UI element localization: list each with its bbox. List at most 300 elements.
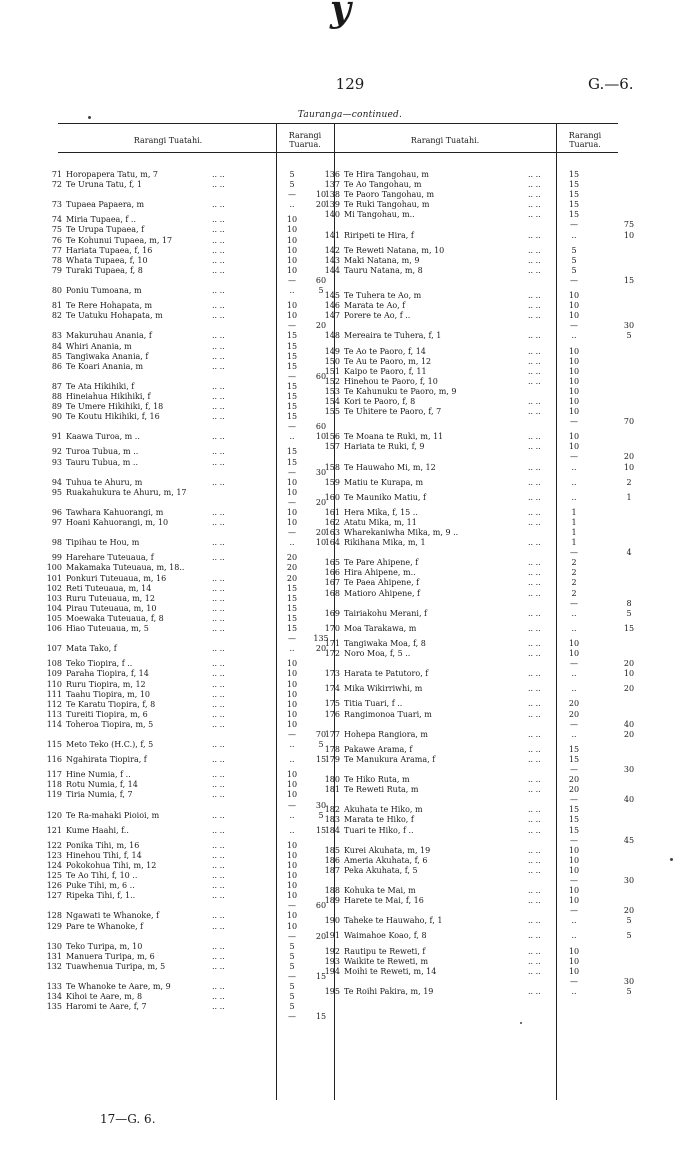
entry-name: Te Ruki Tangohau, m [344, 200, 430, 210]
dot-leader: .. .. [212, 881, 225, 891]
group-total: 10 [623, 230, 635, 240]
entry-number: 156 [324, 432, 340, 442]
list-item [318, 957, 658, 967]
share-value: 20 [286, 553, 298, 563]
list-item [318, 639, 658, 649]
list-item [40, 200, 340, 210]
share-value: 15 [568, 754, 580, 764]
share-value: 10 [286, 840, 298, 850]
subtotal-row [40, 730, 340, 740]
dot-leader: .. .. [212, 825, 225, 835]
list-item [40, 891, 340, 901]
dot-leader: .. .. [528, 845, 541, 855]
entry-number: 138 [324, 190, 340, 200]
share-value: 10 [286, 508, 298, 517]
dot-leader: .. .. [528, 301, 541, 311]
share-value: .. [289, 286, 295, 296]
entry-number: 193 [324, 956, 340, 966]
share-value: 10 [286, 518, 298, 528]
group-total: 15 [315, 972, 327, 982]
dot-leader: .. .. [212, 331, 225, 341]
share-value: 5 [289, 170, 295, 179]
list-item [318, 493, 658, 503]
share-value: 20 [568, 709, 580, 719]
entry-number: 96 [51, 508, 62, 517]
group-total: 40 [623, 795, 635, 805]
entry-name: Te Ao Tangohau, m [344, 180, 422, 190]
entry-number: 119 [46, 790, 62, 800]
entry-name: Mika Wikirriwhi, m [344, 684, 423, 694]
group-total: 10 [315, 190, 327, 200]
list-item [40, 700, 340, 710]
entry-number: 84 [51, 341, 62, 351]
entry-number: 176 [324, 709, 340, 719]
entry-number: 115 [46, 740, 62, 750]
entry-number: 171 [324, 638, 340, 648]
dot-leader: .. .. [212, 689, 225, 699]
share-value: 10 [568, 442, 580, 452]
group-total: 5 [626, 608, 632, 618]
subtotal-row [40, 1012, 340, 1022]
subtotal-row [40, 276, 340, 286]
subtotal-row [40, 321, 340, 331]
list-item [318, 755, 658, 765]
list-item [40, 382, 340, 392]
list-item [40, 584, 340, 594]
group-total: 20 [623, 452, 635, 462]
group-total: 15 [623, 275, 635, 285]
entry-name: Tiria Numia, f, 7 [66, 790, 133, 800]
entry-number: 165 [324, 558, 340, 568]
entry-name: Hinehou Tihi, f, 14 [66, 850, 142, 860]
dot-leader: .. .. [528, 331, 541, 341]
dot-leader: .. .. [528, 376, 541, 386]
entry-name: Ruru Tuteuaua, m, 12 [66, 593, 155, 603]
group-total: 5 [318, 286, 324, 296]
entry-name: Te Ra-mahaki Pioioi, m [66, 810, 160, 820]
entry-name: Ameria Akuhata, f, 6 [344, 855, 428, 865]
list-item [318, 256, 658, 266]
list-item [318, 518, 658, 528]
list-item [318, 200, 658, 210]
list-item [40, 256, 340, 266]
entry-name: Te Koutu Hikihiki, f, 16 [66, 412, 160, 422]
entry-name: Mi Tangohau, m.. [344, 210, 415, 220]
dot-leader: .. .. [212, 215, 225, 225]
share-value: 10 [286, 679, 298, 689]
list-item [318, 432, 658, 442]
entry-name: Te Tuhera te Ao, m [344, 291, 422, 301]
entry-name: Wharekaniwha Mika, m, 9 .. [344, 528, 459, 537]
share-value: 10 [286, 265, 298, 275]
entry-number: 136 [324, 170, 340, 179]
share-value: — [570, 220, 578, 230]
group-total: 45 [623, 835, 635, 845]
share-value: — [288, 275, 296, 285]
share-value: — [288, 190, 296, 200]
entry-name: Taahu Tiopira, m, 10 [66, 689, 151, 699]
list-item [318, 730, 658, 740]
list-item [40, 690, 340, 700]
share-value: 10 [286, 790, 298, 800]
entry-name: Whiri Anania, m [66, 341, 132, 351]
dot-leader: .. .. [212, 255, 225, 265]
entry-number: 148 [324, 331, 340, 341]
group-total: 10 [315, 538, 327, 548]
dot-leader: .. .. [528, 669, 541, 679]
subtotal-row [40, 634, 340, 644]
entry-number: 158 [324, 462, 340, 472]
entry-name: Noro Moa, f, 5 .. [344, 649, 411, 659]
entry-name: Ruakahukura te Ahuru, m, 17 [66, 487, 187, 497]
share-value: 15 [286, 331, 298, 341]
list-item [40, 458, 340, 468]
share-value: .. [289, 740, 295, 750]
dot-leader: .. .. [528, 931, 541, 941]
share-value: 10 [286, 921, 298, 931]
group-total: 5 [318, 740, 324, 750]
entry-name: Pare te Whanoke, f [66, 921, 144, 931]
entry-number: 118 [46, 780, 62, 790]
share-value: 1 [571, 528, 577, 537]
list-item [40, 811, 340, 821]
share-value: 10 [286, 487, 298, 497]
share-value: 10 [568, 896, 580, 906]
dot-leader: .. .. [528, 366, 541, 376]
share-value: 10 [568, 301, 580, 311]
share-value: — [570, 835, 578, 845]
entry-number: 132 [46, 961, 62, 971]
entry-number: 150 [324, 356, 340, 366]
share-value: 10 [568, 432, 580, 442]
subtotal-row [40, 190, 340, 200]
subtotal-row [318, 548, 658, 558]
entry-number: 184 [324, 825, 340, 835]
share-value: 10 [568, 946, 580, 956]
dot-leader: .. .. [528, 896, 541, 906]
dot-leader: .. .. [212, 770, 225, 780]
entry-name: Moihi te Reweti, m, 14 [344, 966, 437, 976]
list-item [318, 387, 658, 397]
share-value: 10 [286, 770, 298, 780]
list-item [318, 246, 658, 256]
dot-leader: .. .. [212, 659, 225, 669]
share-value: .. [571, 462, 577, 472]
share-value: 10 [286, 255, 298, 265]
share-value: 5 [289, 982, 295, 992]
entry-number: 167 [324, 578, 340, 588]
dot-leader: .. .. [212, 518, 225, 528]
dot-leader: .. .. [212, 644, 225, 654]
dot-leader: .. .. [212, 780, 225, 790]
entry-number: 125 [46, 871, 62, 881]
entry-name: Te Karatu Tiopira, f, 8 [66, 699, 156, 709]
share-value: 10 [286, 235, 298, 245]
entry-name: Teko Tiopira, f .. [66, 659, 133, 669]
share-value: — [288, 528, 296, 538]
entry-name: Te Umere Hikihiki, f, 18 [66, 402, 164, 412]
share-value: 15 [568, 744, 580, 754]
dot-leader: .. .. [212, 508, 225, 517]
list-item [318, 331, 658, 341]
entry-name: Rotu Numia, f, 14 [66, 780, 138, 790]
left-column-list [40, 170, 340, 1023]
group-total: 15 [315, 1012, 327, 1022]
list-item [40, 412, 340, 422]
ink-dot [670, 858, 673, 861]
entry-name: Te Manukura Arama, f [344, 754, 436, 764]
dot-leader: .. .. [212, 301, 225, 311]
group-total: 20 [315, 200, 327, 210]
share-value: .. [571, 916, 577, 926]
group-total: 20 [315, 528, 327, 538]
dot-leader: .. .. [528, 346, 541, 356]
dot-leader: .. .. [212, 719, 225, 729]
entry-number: 71 [51, 170, 62, 179]
entry-name: Hine Numia, f .. [66, 770, 131, 780]
dot-leader: .. .. [528, 649, 541, 659]
share-value: 10 [286, 871, 298, 881]
group-total: 5 [626, 986, 632, 996]
entry-name: Hariata Tupaea, f, 16 [66, 245, 153, 255]
entry-number: 87 [51, 381, 62, 391]
entry-name: Turaki Tupaea, f, 8 [66, 265, 143, 275]
entry-number: 86 [51, 361, 62, 371]
dot-leader: .. .. [212, 351, 225, 361]
share-value: — [570, 452, 578, 462]
list-item [318, 745, 658, 755]
group-total: 8 [626, 598, 632, 608]
entry-number: 93 [51, 457, 62, 467]
entry-name: Mereaira te Tuhera, f, 1 [344, 331, 442, 341]
group-total: 15 [315, 755, 327, 765]
dot-leader: .. .. [528, 916, 541, 926]
entry-name: Taheke te Hauwaho, f, 1 [344, 916, 443, 926]
dot-leader: .. .. [528, 785, 541, 795]
group-total: 60 [315, 275, 327, 285]
entry-name: Te Rere Hohapata, m [66, 301, 153, 311]
subtotal-row [40, 422, 340, 432]
dot-leader: .. .. [528, 588, 541, 598]
share-value: 15 [568, 210, 580, 220]
share-value: 15 [568, 825, 580, 835]
entry-name: Teko Turipa, m, 10 [66, 941, 143, 951]
share-value: 10 [568, 376, 580, 386]
entry-number: 107 [46, 644, 62, 654]
list-item [318, 609, 658, 619]
entry-number: 144 [324, 265, 340, 275]
list-item [318, 967, 658, 977]
entry-name: Kohuka te Mai, m [344, 886, 416, 896]
entry-number: 178 [324, 744, 340, 754]
entry-name: Mata Tako, f [66, 644, 117, 654]
list-item [318, 866, 658, 876]
dot-leader: .. .. [528, 265, 541, 275]
entry-name: Te Hauwaho Mi, m, 12 [344, 462, 436, 472]
entry-number: 181 [324, 785, 340, 795]
dot-leader: .. .. [212, 538, 225, 548]
entry-name: Rangimonoa Tuari, m [344, 709, 432, 719]
dot-leader: .. .. [212, 593, 225, 603]
entry-name: Te Kohunui Tupaea, m, 17 [66, 235, 173, 245]
dot-leader: .. .. [528, 477, 541, 487]
entry-number: 141 [324, 230, 340, 240]
dot-leader: .. .. [528, 684, 541, 694]
entry-number: 91 [51, 432, 62, 442]
dot-leader: .. .. [528, 886, 541, 896]
share-value: 10 [568, 311, 580, 321]
list-item [40, 392, 340, 402]
right-name-header: Rarangi Tuatahi. [410, 136, 480, 145]
list-item [40, 780, 340, 790]
share-value: 10 [568, 638, 580, 648]
dot-leader: .. .. [212, 311, 225, 321]
share-value: .. [571, 331, 577, 341]
list-item [318, 589, 658, 599]
list-item [318, 710, 658, 720]
list-item [40, 770, 340, 780]
list-item [40, 942, 340, 952]
dot-leader: .. .. [212, 941, 225, 951]
list-item [318, 291, 658, 301]
list-item [318, 347, 658, 357]
entry-number: 76 [51, 235, 62, 245]
entry-name: Tuawhenua Turipa, m, 5 [66, 961, 166, 971]
dot-leader: .. .. [528, 815, 541, 825]
group-total: 20 [623, 659, 635, 669]
group-total: 20 [315, 931, 327, 941]
share-value: 10 [286, 659, 298, 669]
entry-name: Pirau Tuteuaua, m, 10 [66, 603, 157, 613]
subtotal-row [40, 498, 340, 508]
list-item [40, 644, 340, 654]
share-value: .. [571, 230, 577, 240]
group-total: 60 [315, 422, 327, 432]
dot-leader: .. .. [528, 608, 541, 618]
group-total: 5 [626, 931, 632, 941]
group-total: 30 [315, 467, 327, 477]
share-value: 15 [568, 815, 580, 825]
list-item [40, 342, 340, 352]
entry-name: Toheroa Tiopira, m, 5 [66, 719, 154, 729]
list-item [318, 684, 658, 694]
group-total: 70 [623, 417, 635, 427]
share-value: 20 [286, 563, 298, 573]
list-item [40, 362, 340, 372]
subtotal-row [318, 836, 658, 846]
share-value: .. [571, 623, 577, 633]
entry-name: Hariata te Ruki, f, 9 [344, 442, 425, 452]
group-total: 10 [623, 462, 635, 472]
dot-leader: .. .. [212, 235, 225, 245]
group-total: 30 [623, 976, 635, 986]
share-value: 10 [286, 719, 298, 729]
share-value: 15 [286, 593, 298, 603]
entry-name: Meto Teko (H.C.), f, 5 [66, 740, 154, 750]
share-value: 2 [571, 578, 577, 588]
share-value: 10 [568, 346, 580, 356]
share-value: 15 [568, 170, 580, 179]
entry-number: 155 [324, 407, 340, 417]
entry-number: 154 [324, 396, 340, 406]
group-total: 5 [318, 810, 324, 820]
list-item [318, 508, 658, 518]
dot-leader: .. .. [212, 699, 225, 709]
entry-name: Te Paea Ahipene, f [344, 578, 420, 588]
entry-name: Hira Ahipene, m.. [344, 568, 416, 578]
dot-leader: .. .. [528, 775, 541, 785]
share-value: 2 [571, 558, 577, 568]
list-item [318, 377, 658, 387]
entry-number: 101 [46, 573, 62, 583]
entry-number: 99 [51, 553, 62, 563]
entry-name: Te Ao te Paoro, f, 14 [344, 346, 426, 356]
report-reference: G.—6. [588, 75, 634, 93]
dot-leader: .. .. [528, 492, 541, 502]
share-value: .. [571, 477, 577, 487]
list-item [318, 210, 658, 220]
entry-number: 102 [46, 583, 62, 593]
list-item [40, 266, 340, 276]
entry-number: 173 [324, 669, 340, 679]
subtotal-row [40, 972, 340, 982]
list-item [318, 775, 658, 785]
share-value: 15 [286, 457, 298, 467]
share-value: 10 [568, 366, 580, 376]
share-value: 5 [289, 992, 295, 1002]
entry-number: 116 [46, 755, 62, 765]
list-item [40, 488, 340, 498]
list-item [40, 659, 340, 669]
share-value: 5 [571, 255, 577, 265]
share-value: 10 [568, 291, 580, 301]
share-value: 10 [286, 881, 298, 891]
dot-leader: .. .. [528, 638, 541, 648]
entry-number: 143 [324, 255, 340, 265]
list-item [318, 669, 658, 679]
entry-number: 137 [324, 180, 340, 190]
entry-number: 187 [324, 865, 340, 875]
entry-name: Marata te Ao, f [344, 301, 406, 311]
list-item [318, 528, 658, 538]
subtotal-row [318, 765, 658, 775]
list-item [318, 916, 658, 926]
group-total: 20 [315, 497, 327, 507]
entry-number: 79 [51, 265, 62, 275]
entry-number: 80 [51, 286, 62, 296]
entry-name: Horopapera Tatu, m, 7 [66, 170, 159, 179]
entry-name: Kaipo te Paoro, f, 11 [344, 366, 427, 376]
table-header-rule [58, 152, 618, 153]
subtotal-row [318, 599, 658, 609]
list-item [318, 931, 658, 941]
dot-leader: .. .. [528, 230, 541, 240]
list-item [40, 352, 340, 362]
list-item [318, 180, 658, 190]
entry-name: Haromi te Aare, f, 7 [66, 1002, 147, 1012]
list-item [318, 407, 658, 417]
list-item [318, 826, 658, 836]
list-item [318, 856, 658, 866]
share-value: — [288, 497, 296, 507]
dot-leader: .. .. [212, 457, 225, 467]
list-item [40, 680, 340, 690]
entry-number: 121 [46, 825, 62, 835]
dot-leader: .. .. [212, 1002, 225, 1012]
share-value: — [570, 906, 578, 916]
list-item [318, 987, 658, 997]
list-item [40, 402, 340, 412]
